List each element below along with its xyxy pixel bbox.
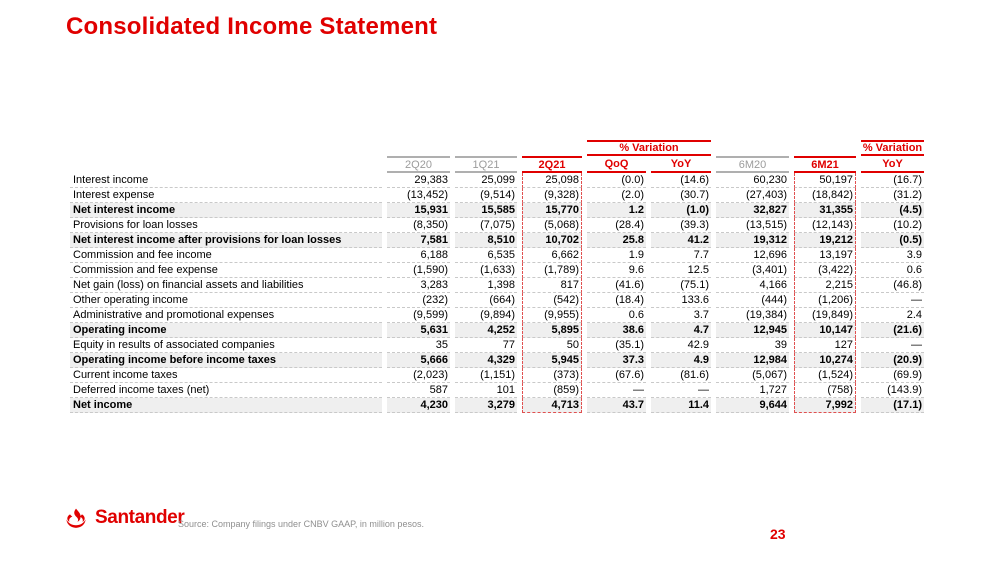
cell-6m21: (758): [794, 383, 856, 398]
cell-2q21: (859): [522, 383, 582, 398]
table-row: [70, 278, 924, 293]
cell-1q21: (7,075): [455, 218, 517, 233]
cell-yoy-6m: 3.9: [861, 248, 924, 263]
cell-6m20: (5,067): [716, 368, 789, 383]
cell-yoy-6m: —: [861, 338, 924, 353]
cell-2q20: 3,283: [387, 278, 450, 293]
spacer-cell: [716, 140, 789, 156]
cell-2q20: (8,350): [387, 218, 450, 233]
page-title: Consolidated Income Statement: [66, 13, 438, 40]
cell-2q21: 25,098: [522, 173, 582, 188]
group-header-row: [70, 140, 924, 156]
cell-2q20: (2,023): [387, 368, 450, 383]
table-row: [70, 173, 924, 188]
cell-1q21: 8,510: [455, 233, 517, 248]
income-statement-table-wrap: [65, 140, 929, 413]
cell-yoy-6m: (46.8): [861, 278, 924, 293]
cell-2q20: (232): [387, 293, 450, 308]
santander-wordmark: Santander: [95, 507, 185, 528]
cell-yoy: (81.6): [651, 368, 711, 383]
cell-1q21: (9,514): [455, 188, 517, 203]
cell-2q21: (373): [522, 368, 582, 383]
cell-2q20: (13,452): [387, 188, 450, 203]
table-row: [70, 248, 924, 263]
cell-yoy: (14.6): [651, 173, 711, 188]
cell-6m20: 1,727: [716, 383, 789, 398]
table-header: [70, 140, 924, 173]
cell-yoy-6m: (0.5): [861, 233, 924, 248]
cell-2q20: 4,230: [387, 398, 450, 413]
cell-6m21: (19,849): [794, 308, 856, 323]
cell-6m20: 12,945: [716, 323, 789, 338]
cell-2q21: 5,945: [522, 353, 582, 368]
spacer-cell: [455, 140, 517, 156]
cell-yoy-6m: (17.1): [861, 398, 924, 413]
row-label: Deferred income taxes (net): [70, 383, 382, 398]
cell-yoy-6m: (21.6): [861, 323, 924, 338]
cell-1q21: 25,099: [455, 173, 517, 188]
spacer-cell: [70, 140, 382, 156]
spacer-cell: [794, 140, 856, 156]
cell-2q21: 15,770: [522, 203, 582, 218]
table-row: [70, 188, 924, 203]
table-row: [70, 263, 924, 278]
source-note: Source: Company filings under CNBV GAAP, in million pesos.: [178, 519, 424, 529]
cell-6m21: 13,197: [794, 248, 856, 263]
cell-qoq: —: [587, 383, 646, 398]
cell-yoy: 4.7: [651, 323, 711, 338]
cell-2q21: 4,713: [522, 398, 582, 413]
row-label: Net interest income: [70, 203, 382, 218]
cell-2q21: (9,955): [522, 308, 582, 323]
table-row: [70, 338, 924, 353]
row-label: Commission and fee expense: [70, 263, 382, 278]
cell-2q21: 6,662: [522, 248, 582, 263]
cell-6m21: (1,524): [794, 368, 856, 383]
cell-yoy: —: [651, 383, 711, 398]
cell-6m21: 127: [794, 338, 856, 353]
cell-yoy: 41.2: [651, 233, 711, 248]
cell-yoy: 12.5: [651, 263, 711, 278]
cell-1q21: 77: [455, 338, 517, 353]
cell-6m21: 10,147: [794, 323, 856, 338]
cell-yoy-6m: (31.2): [861, 188, 924, 203]
cell-yoy: 3.7: [651, 308, 711, 323]
cell-qoq: (28.4): [587, 218, 646, 233]
cell-yoy: (39.3): [651, 218, 711, 233]
cell-1q21: (9,894): [455, 308, 517, 323]
cell-6m21: (3,422): [794, 263, 856, 278]
cell-qoq: 37.3: [587, 353, 646, 368]
cell-6m20: 12,696: [716, 248, 789, 263]
cell-qoq: (35.1): [587, 338, 646, 353]
column-header-row: [70, 156, 924, 173]
table-row: [70, 308, 924, 323]
cell-2q21: (1,789): [522, 263, 582, 278]
cell-yoy-6m: (4.5): [861, 203, 924, 218]
cell-6m21: (12,143): [794, 218, 856, 233]
cell-qoq: 0.6: [587, 308, 646, 323]
cell-yoy-6m: 0.6: [861, 263, 924, 278]
table-row: [70, 233, 924, 248]
cell-yoy-6m: (20.9): [861, 353, 924, 368]
cell-6m21: 10,274: [794, 353, 856, 368]
table-row: [70, 293, 924, 308]
cell-6m20: (19,384): [716, 308, 789, 323]
cell-6m20: 4,166: [716, 278, 789, 293]
cell-2q20: 587: [387, 383, 450, 398]
cell-2q21: 817: [522, 278, 582, 293]
cell-6m20: 12,984: [716, 353, 789, 368]
table-row: [70, 218, 924, 233]
cell-1q21: 6,535: [455, 248, 517, 263]
row-label: Operating income before income taxes: [70, 353, 382, 368]
spacer-cell: [522, 140, 582, 156]
cell-1q21: 4,329: [455, 353, 517, 368]
row-label: Current income taxes: [70, 368, 382, 383]
page-number: 23: [770, 526, 786, 542]
cell-6m21: 31,355: [794, 203, 856, 218]
column-header-yoy: YoY: [651, 156, 711, 173]
row-label: Other operating income: [70, 293, 382, 308]
cell-1q21: 3,279: [455, 398, 517, 413]
cell-qoq: 38.6: [587, 323, 646, 338]
row-label: Administrative and promotional expenses: [70, 308, 382, 323]
cell-2q20: 29,383: [387, 173, 450, 188]
cell-yoy: 4.9: [651, 353, 711, 368]
table-row: [70, 398, 924, 413]
cell-2q21: (542): [522, 293, 582, 308]
cell-6m20: 39: [716, 338, 789, 353]
cell-6m20: (13,515): [716, 218, 789, 233]
cell-6m20: 9,644: [716, 398, 789, 413]
column-header-yoy-6m: YoY: [861, 156, 924, 173]
income-table-body: [70, 173, 924, 413]
cell-yoy: (30.7): [651, 188, 711, 203]
table-row: [70, 203, 924, 218]
cell-6m21: 19,212: [794, 233, 856, 248]
column-header-2q21: 2Q21: [522, 156, 582, 173]
cell-1q21: 15,585: [455, 203, 517, 218]
cell-yoy-6m: (10.2): [861, 218, 924, 233]
column-header-qoq: QoQ: [587, 156, 646, 173]
column-header-2q20: 2Q20: [387, 156, 450, 173]
cell-2q21: 5,895: [522, 323, 582, 338]
cell-qoq: 43.7: [587, 398, 646, 413]
cell-qoq: (18.4): [587, 293, 646, 308]
cell-2q20: 15,931: [387, 203, 450, 218]
column-header-1q21: 1Q21: [455, 156, 517, 173]
spacer-cell: [387, 140, 450, 156]
row-label: Interest income: [70, 173, 382, 188]
row-label: Commission and fee income: [70, 248, 382, 263]
cell-6m20: 60,230: [716, 173, 789, 188]
income-statement-table: [65, 140, 929, 413]
cell-2q20: 35: [387, 338, 450, 353]
row-label: Net gain (loss) on financial assets and liabilities: [70, 278, 382, 293]
cell-6m20: 32,827: [716, 203, 789, 218]
cell-qoq: 9.6: [587, 263, 646, 278]
cell-2q20: 6,188: [387, 248, 450, 263]
variation-group-header-qtr: % Variation: [587, 140, 711, 156]
cell-qoq: (2.0): [587, 188, 646, 203]
cell-6m21: 7,992: [794, 398, 856, 413]
cell-1q21: (1,151): [455, 368, 517, 383]
cell-yoy-6m: —: [861, 293, 924, 308]
cell-yoy: 11.4: [651, 398, 711, 413]
variation-group-header-6m: % Variation: [862, 142, 923, 154]
cell-6m21: 2,215: [794, 278, 856, 293]
cell-yoy-6m: (143.9): [861, 383, 924, 398]
cell-qoq: 1.9: [587, 248, 646, 263]
cell-yoy-6m: (16.7): [861, 173, 924, 188]
santander-flame-icon: [63, 508, 89, 529]
cell-6m20: 19,312: [716, 233, 789, 248]
label-column-header: [70, 156, 382, 173]
row-label: Interest expense: [70, 188, 382, 203]
row-label: Net income: [70, 398, 382, 413]
column-header-6m21: 6M21: [794, 156, 856, 173]
cell-2q20: (1,590): [387, 263, 450, 278]
cell-2q20: 7,581: [387, 233, 450, 248]
cell-2q20: 5,631: [387, 323, 450, 338]
cell-yoy-6m: 2.4: [861, 308, 924, 323]
cell-qoq: (41.6): [587, 278, 646, 293]
cell-yoy: (75.1): [651, 278, 711, 293]
cell-yoy-6m: (69.9): [861, 368, 924, 383]
cell-2q21: 10,702: [522, 233, 582, 248]
cell-2q21: (5,068): [522, 218, 582, 233]
row-label: Equity in results of associated companies: [70, 338, 382, 353]
row-label: Net interest income after provisions for loan losses: [70, 233, 382, 248]
cell-2q21: 50: [522, 338, 582, 353]
cell-6m20: (444): [716, 293, 789, 308]
cell-2q20: 5,666: [387, 353, 450, 368]
cell-yoy: (1.0): [651, 203, 711, 218]
cell-yoy: 42.9: [651, 338, 711, 353]
cell-2q21: (9,328): [522, 188, 582, 203]
table-row: [70, 368, 924, 383]
row-label: Operating income: [70, 323, 382, 338]
cell-1q21: 101: [455, 383, 517, 398]
table-row: [70, 353, 924, 368]
column-header-6m20: 6M20: [716, 156, 789, 173]
santander-logo: [63, 507, 184, 529]
cell-1q21: 4,252: [455, 323, 517, 338]
cell-qoq: (67.6): [587, 368, 646, 383]
cell-qoq: (0.0): [587, 173, 646, 188]
row-label: Provisions for loan losses: [70, 218, 382, 233]
cell-6m20: (3,401): [716, 263, 789, 278]
cell-qoq: 25.8: [587, 233, 646, 248]
cell-1q21: 1,398: [455, 278, 517, 293]
cell-1q21: (664): [455, 293, 517, 308]
cell-qoq: 1.2: [587, 203, 646, 218]
cell-6m21: (1,206): [794, 293, 856, 308]
cell-2q20: (9,599): [387, 308, 450, 323]
cell-6m21: 50,197: [794, 173, 856, 188]
cell-yoy: 7.7: [651, 248, 711, 263]
cell-yoy: 133.6: [651, 293, 711, 308]
cell-1q21: (1,633): [455, 263, 517, 278]
cell-6m21: (18,842): [794, 188, 856, 203]
cell-6m20: (27,403): [716, 188, 789, 203]
table-row: [70, 383, 924, 398]
table-row: [70, 323, 924, 338]
